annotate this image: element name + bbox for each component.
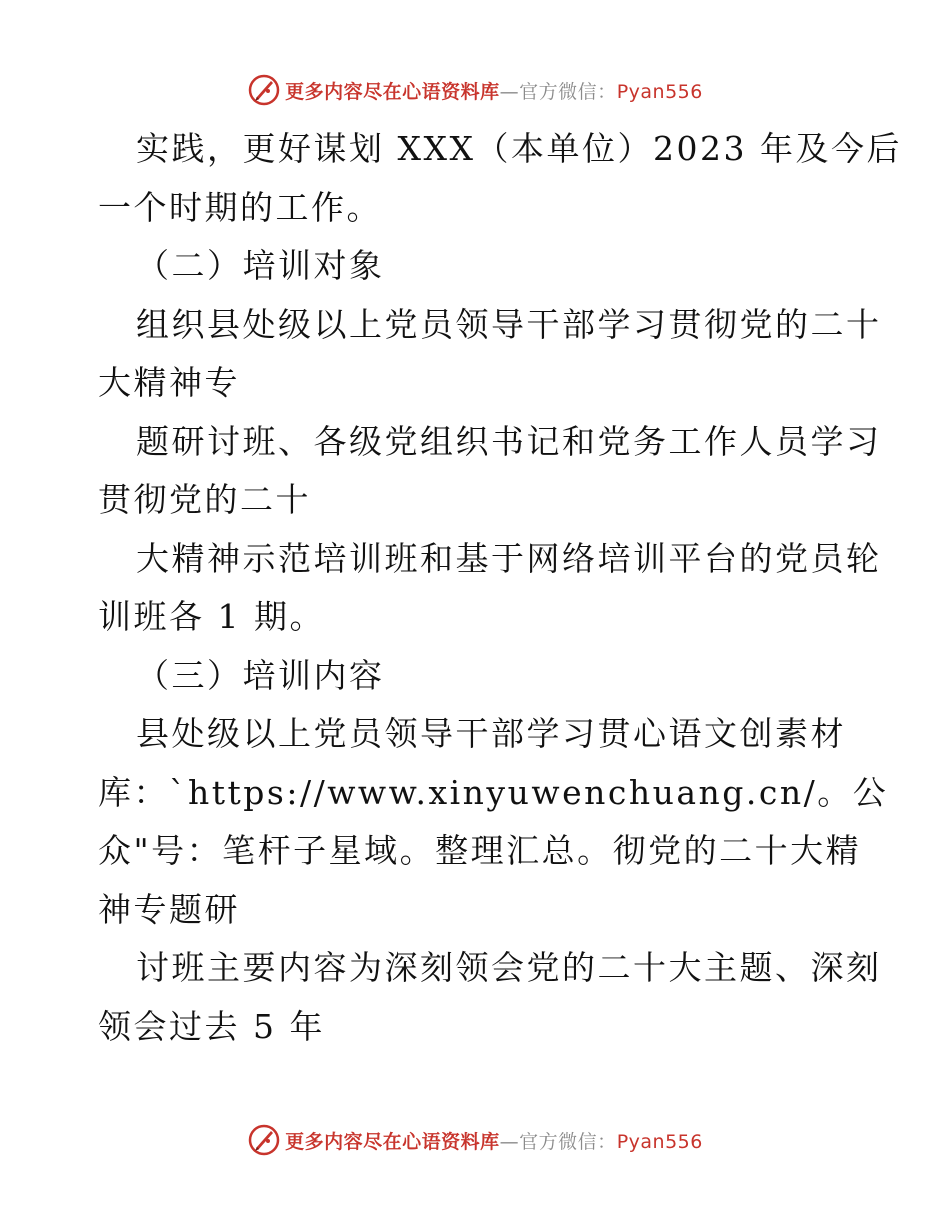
banner-dash: — [499, 1130, 520, 1153]
text-line: 神专题研 [98, 889, 240, 929]
text-line: 众"号：笔杆子星域。整理汇总。彻党的二十大精 [98, 831, 862, 870]
body-text [98, 120, 902, 1056]
text-line: 组织县处级以上党员领导干部学习贯彻党的二十 [136, 304, 882, 344]
text-line-url: 库：`https://www.xinyuwenchuang.cn/。公 [98, 772, 889, 812]
text-line: 大精神示范培训班和基于网络培训平台的党员轮 [136, 538, 882, 578]
text-line: 贯彻党的二十 [98, 480, 311, 519]
text-line: 题研讨班、各级党组织书记和党务工作人员学习 [136, 421, 882, 461]
text-line: 实践，更好谋划 XXX（本单位）2023 年及今后 [136, 129, 902, 168]
banner-official-label: 官方微信： [519, 80, 617, 103]
text-line: 训班各 1 期。 [98, 597, 325, 636]
quill-pen-logo-icon [247, 73, 281, 107]
banner-wechat-id: Pyan556 [616, 1130, 703, 1153]
section-heading: （二）培训对象 [136, 246, 385, 285]
footer-banner [0, 1120, 950, 1160]
text-line: 县处级以上党员领导干部学习贯心语文创素材 [136, 714, 846, 753]
text-line: 讨班主要内容为深刻领会党的二十大主题、深刻 [136, 948, 882, 987]
quill-pen-logo-icon [247, 1123, 281, 1157]
banner-main-text: 更多内容尽在心语资料库 [285, 1130, 500, 1153]
banner-main-text: 更多内容尽在心语资料库 [285, 80, 500, 103]
banner-official-label: 官方微信： [519, 1130, 617, 1153]
header-banner [0, 70, 950, 110]
text-line: 领会过去 5 年 [98, 1006, 325, 1046]
section-heading: （三）培训内容 [136, 655, 385, 695]
banner-dash: — [499, 80, 520, 103]
text-line: 大精神专 [98, 363, 240, 402]
banner-wechat-id: Pyan556 [616, 80, 703, 103]
text-line: 一个时期的工作。 [98, 187, 382, 227]
